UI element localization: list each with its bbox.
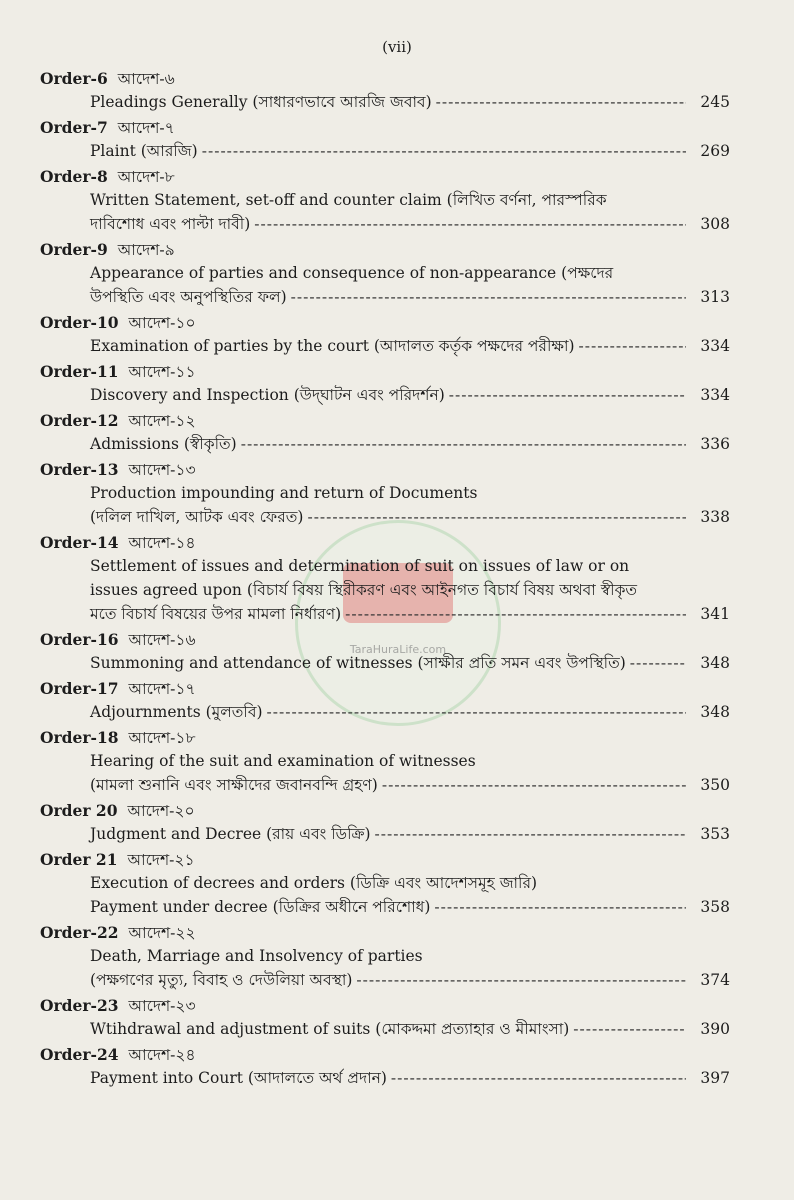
order-label-bengali: আদেশ-২০	[127, 802, 195, 820]
toc-line	[90, 1066, 730, 1090]
toc-line	[90, 505, 730, 529]
page-reference: 334	[700, 386, 730, 404]
page-reference: 397	[700, 1069, 730, 1087]
toc-line-text: দাবিশোধ এবং পাল্টা দাবী)	[90, 215, 251, 233]
toc-line-text: Discovery and Inspection (উদ্‌ঘাটন এবং পরিদর্শন)	[90, 386, 445, 404]
order-label-bengali: আদেশ-১৮	[128, 729, 196, 747]
page-reference: 313	[700, 288, 730, 306]
order-label-bengali: আদেশ-১৩	[128, 461, 196, 479]
toc-line	[90, 602, 730, 626]
dot-leader	[254, 212, 686, 236]
dot-leader	[434, 895, 686, 919]
toc-order-entry	[40, 239, 730, 309]
dot-leader	[382, 773, 686, 797]
toc-order-entry	[40, 922, 730, 992]
toc-line	[90, 578, 730, 602]
order-description	[90, 383, 730, 407]
dot-leader	[241, 432, 686, 456]
page-reference: 341	[700, 605, 730, 623]
order-heading	[40, 410, 730, 432]
order-label: Order 20	[40, 801, 118, 820]
order-heading	[40, 312, 730, 334]
order-label-bengali: আদেশ-৭	[117, 119, 175, 137]
dot-leader	[391, 1066, 686, 1090]
toc-line-text: Written Statement, set-off and counter claim (লিখিত বর্ণনা, পারস্পরিক	[90, 191, 607, 209]
order-label: Order-7	[40, 118, 108, 137]
toc-order-entry	[40, 166, 730, 236]
order-description	[90, 334, 730, 358]
toc-line	[90, 1017, 730, 1041]
order-description	[90, 139, 730, 163]
page-reference: 374	[700, 971, 730, 989]
order-label: Order-24	[40, 1045, 119, 1064]
order-heading	[40, 849, 730, 871]
toc-line-text: উপস্থিতি এবং অনুপস্থিতির ফল)	[90, 288, 287, 306]
toc-line	[90, 554, 730, 578]
toc-line-text: Payment under decree (ডিক্রির অধীনে পরিশোধ)	[90, 898, 431, 916]
toc-order-entry	[40, 459, 730, 529]
dot-leader	[449, 383, 686, 407]
dot-leader	[375, 822, 686, 846]
toc-line-text: (দলিল দাখিল, আটক এবং ফেরত)	[90, 508, 304, 526]
toc-line-text: Pleadings Generally (সাধারণভাবে আরজি জবাব)	[90, 93, 432, 111]
dot-leader	[356, 968, 686, 992]
order-label: Order-10	[40, 313, 119, 332]
order-label: Order 21	[40, 850, 118, 869]
page-reference: 338	[700, 508, 730, 526]
page-reference: 348	[700, 703, 730, 721]
toc-line	[90, 334, 730, 358]
order-description	[90, 554, 730, 626]
order-label: Order-9	[40, 240, 108, 259]
order-description	[90, 822, 730, 846]
toc-line	[90, 90, 730, 114]
order-heading	[40, 532, 730, 554]
toc-line-text: Settlement of issues and determination of suit on issues of law or on	[90, 557, 630, 575]
order-description	[90, 188, 730, 236]
order-label: Order-14	[40, 533, 119, 552]
order-description	[90, 1017, 730, 1041]
order-label: Order-8	[40, 167, 108, 186]
toc-line-text: Admissions (স্বীকৃতি)	[90, 435, 237, 453]
page-reference: 348	[700, 654, 730, 672]
order-description	[90, 700, 730, 724]
dot-leader	[307, 505, 686, 529]
toc-order-entry	[40, 532, 730, 626]
order-label: Order-12	[40, 411, 119, 430]
toc-order-entry	[40, 410, 730, 456]
order-description	[90, 944, 730, 992]
page-reference: 334	[700, 337, 730, 355]
order-description	[90, 261, 730, 309]
order-description	[90, 432, 730, 456]
toc-line-text: (মামলা শুনানি এবং সাক্ষীদের জবানবন্দি গ্রহণ)	[90, 776, 378, 794]
order-label-bengali: আদেশ-১১	[128, 363, 196, 381]
toc-line	[90, 700, 730, 724]
page-reference: 308	[700, 215, 730, 233]
toc-line	[90, 285, 730, 309]
toc-line	[90, 895, 730, 919]
toc-line	[90, 139, 730, 163]
toc-line	[90, 383, 730, 407]
order-heading	[40, 361, 730, 383]
order-heading	[40, 1044, 730, 1066]
toc-line	[90, 944, 730, 968]
toc-line	[90, 651, 730, 675]
order-heading	[40, 117, 730, 139]
order-label-bengali: আদেশ-২২	[128, 924, 196, 942]
order-label-bengali: আদেশ-৬	[117, 70, 175, 88]
toc-line-text: Hearing of the suit and examination of witnesses	[90, 752, 476, 770]
toc-line-text: Summoning and attendance of witnesses (সাক্ষীর প্রতি সমন এবং উপস্থিতি)	[90, 654, 626, 672]
toc-line	[90, 188, 730, 212]
order-heading	[40, 459, 730, 481]
page-reference: 269	[700, 142, 730, 160]
dot-leader	[573, 1017, 686, 1041]
toc-order-entry	[40, 727, 730, 797]
toc-line-text: Execution of decrees and orders (ডিক্রি এবং আদেশসমূহ জারি)	[90, 874, 538, 892]
toc-order-entry	[40, 312, 730, 358]
order-label-bengali: আদেশ-২৪	[128, 1046, 196, 1064]
toc-line-text: (পক্ষগণের মৃত্যু, বিবাহ ও দেউলিয়া অবস্থা)	[90, 971, 353, 989]
order-heading	[40, 800, 730, 822]
toc-order-entry	[40, 361, 730, 407]
order-label: Order-22	[40, 923, 119, 942]
order-label: Order-23	[40, 996, 119, 1015]
toc-line	[90, 481, 730, 505]
order-label: Order-6	[40, 69, 108, 88]
order-label: Order-11	[40, 362, 119, 381]
toc-line-text: মতে বিচার্য বিষয়ের উপর মামলা নির্ধারণ)	[90, 605, 342, 623]
page-reference: 390	[700, 1020, 730, 1038]
toc-order-entry	[40, 800, 730, 846]
dot-leader	[630, 651, 686, 675]
page-reference: 358	[700, 898, 730, 916]
dot-leader	[202, 139, 686, 163]
page-number: (vii)	[382, 38, 412, 56]
toc-line-text: Adjournments (মুলতবি)	[90, 703, 263, 721]
order-label-bengali: আদেশ-১০	[128, 314, 196, 332]
order-description	[90, 90, 730, 114]
toc-order-entry	[40, 68, 730, 114]
toc-order-entry	[40, 678, 730, 724]
toc-order-entry	[40, 849, 730, 919]
toc-line	[90, 212, 730, 236]
watermark-text: TaraHuraLife.com	[349, 643, 447, 656]
toc-line-text: issues agreed upon (বিচার্য বিষয় স্থিরীকরণ এবং আইনগত বিচার্য বিষয় অথবা স্বীকৃত	[90, 581, 638, 599]
toc-order-entry	[40, 1044, 730, 1090]
dot-leader	[267, 700, 686, 724]
order-heading	[40, 239, 730, 261]
order-label-bengali: আদেশ-১২	[128, 412, 196, 430]
table-of-contents	[40, 68, 730, 1093]
toc-line-text: Payment into Court (আদালতে অর্থ প্রদান)	[90, 1069, 387, 1087]
toc-line-text: Examination of parties by the court (আদালত কর্তৃক পক্ষদের পরীক্ষা)	[90, 337, 575, 355]
toc-order-entry	[40, 117, 730, 163]
order-heading	[40, 629, 730, 651]
toc-line	[90, 261, 730, 285]
order-label: Order-16	[40, 630, 119, 649]
dot-leader	[436, 90, 686, 114]
toc-line-text: Wtihdrawal and adjustment of suits (মোকদ্দমা প্রত্যাহার ও মীমাংসা)	[90, 1020, 570, 1038]
toc-line-text: Plaint (আরজি)	[90, 142, 198, 160]
order-label: Order-13	[40, 460, 119, 479]
order-label-bengali: আদেশ-১৭	[128, 680, 196, 698]
order-heading	[40, 166, 730, 188]
order-label-bengali: আদেশ-১৬	[128, 631, 196, 649]
order-heading	[40, 678, 730, 700]
order-label-bengali: আদেশ-৮	[117, 168, 175, 186]
toc-line-text: Appearance of parties and consequence of non-appearance (পক্ষদের	[90, 264, 614, 282]
order-label: Order-17	[40, 679, 119, 698]
order-description	[90, 481, 730, 529]
order-description	[90, 651, 730, 675]
order-heading	[40, 727, 730, 749]
order-heading	[40, 995, 730, 1017]
toc-line	[90, 822, 730, 846]
toc-order-entry	[40, 629, 730, 675]
page-reference: 350	[700, 776, 730, 794]
toc-line	[90, 773, 730, 797]
order-label-bengali: আদেশ-১৪	[128, 534, 196, 552]
page-reference: 353	[700, 825, 730, 843]
toc-line	[90, 871, 730, 895]
toc-line	[90, 749, 730, 773]
toc-order-entry	[40, 995, 730, 1041]
order-label-bengali: আদেশ-৯	[117, 241, 175, 259]
page-reference: 336	[700, 435, 730, 453]
toc-line	[90, 432, 730, 456]
order-description	[90, 1066, 730, 1090]
order-label-bengali: আদেশ-২৩	[128, 997, 196, 1015]
order-heading	[40, 922, 730, 944]
toc-line-text: Death, Marriage and Insolvency of parties	[90, 947, 423, 965]
dot-leader	[579, 334, 687, 358]
order-label: Order-18	[40, 728, 119, 747]
toc-line-text: Judgment and Decree (রায় এবং ডিক্রি)	[90, 825, 371, 843]
toc-line	[90, 968, 730, 992]
toc-line-text: Production impounding and return of Documents	[90, 484, 478, 502]
order-heading	[40, 68, 730, 90]
order-description	[90, 871, 730, 919]
page-reference: 245	[700, 93, 730, 111]
order-label-bengali: আদেশ-২১	[127, 851, 195, 869]
dot-leader	[291, 285, 686, 309]
order-description	[90, 749, 730, 797]
dot-leader	[345, 602, 686, 626]
